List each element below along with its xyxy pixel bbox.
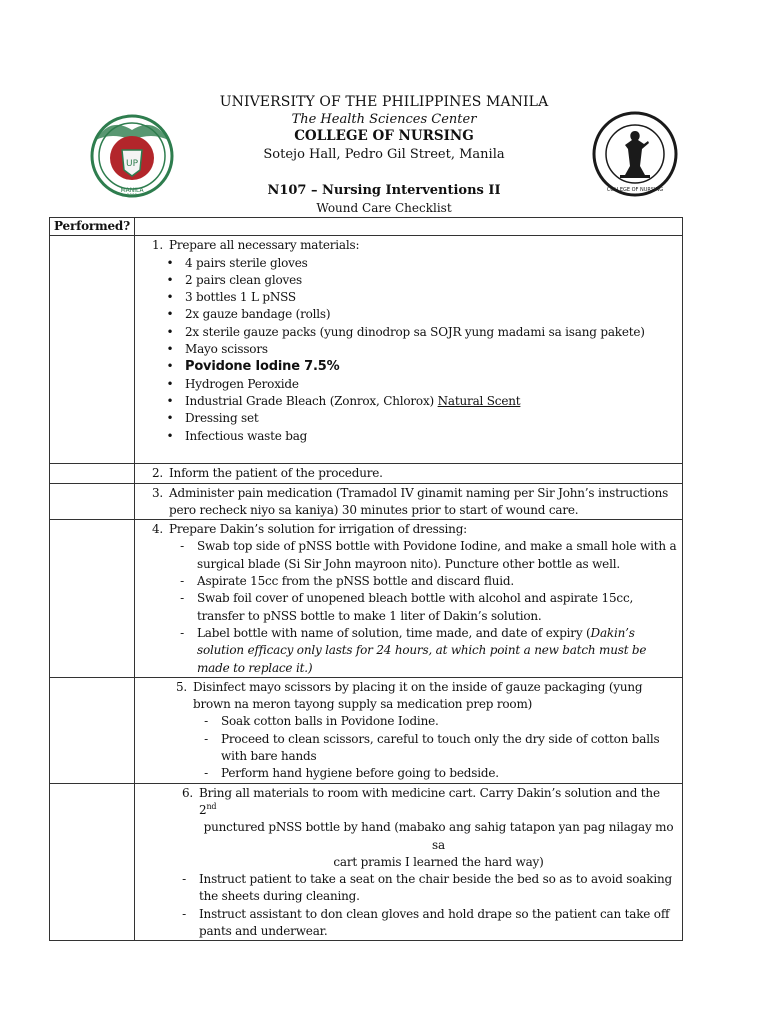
university-name: UNIVERSITY OF THE PHILIPPINES MANILA — [219, 94, 549, 110]
step-5-row: 5. Disinfect mayo scissors by placing it on the inside of gauze packaging (yung brown na meron tayong supply sa medication prep room) - Soak cotton balls in Povidone Iodine. - Proceed to clean scissors, careful to touch only the dry side of cotton balls with bare hands - Perform hand hygiene before going to bedside. — [50, 677, 683, 783]
dash-marker: - — [182, 906, 186, 921]
step-1-item: • Mayo scissors — [139, 341, 678, 358]
bullet-icon: • — [166, 290, 174, 305]
dakins-efficacy-note: Dakin’s solution efficacy only lasts for 24 hours, at which point a new batch must be made to replace it.) — [197, 625, 647, 675]
step-2-text: Inform the patient of the procedure. — [169, 466, 383, 481]
step-5-title: Disinfect mayo scissors by placing it on the inside of gauze packaging (yung brown na meron tayong supply sa medication prep room) — [193, 679, 643, 712]
college-name: COLLEGE OF NURSING — [294, 128, 474, 144]
step-2-row: 2. Inform the patient of the procedure. — [50, 464, 683, 483]
svg-text:MANILA: MANILA — [120, 187, 144, 194]
natural-scent-note: Natural Scent — [437, 393, 521, 408]
bullet-icon: • — [166, 359, 174, 374]
dash-marker: - — [204, 714, 208, 729]
step-1-item: • 3 bottles 1 L pNSS — [139, 289, 678, 306]
performed-column-header: Performed? — [50, 218, 135, 236]
dash-marker: - — [180, 539, 184, 554]
performed-cell-6[interactable] — [50, 783, 135, 941]
step-3-row: 3. Administer pain medication (Tramadol IV ginamit naming per Sir John’s instructions pero recheck niyo sa kaniya) 30 minutes prior to start of wound care. — [50, 483, 683, 520]
dash-marker: - — [204, 731, 208, 746]
bullet-icon: • — [166, 393, 174, 408]
bullet-icon: • — [166, 411, 174, 426]
health-sciences-center: The Health Sciences Center — [291, 112, 477, 127]
step-1-title: Prepare all necessary materials: — [169, 238, 360, 253]
step-6-item: - Instruct patient to take a seat on the chair beside the bed so as to avoid soaking the sheets during cleaning. — [169, 871, 678, 906]
course-title: N107 – Nursing Interventions II — [267, 183, 501, 198]
step-4-item: - Swab top side of pNSS bottle with Povidone Iodine, and make a small hole with a surgical blade (Si Sir John mayroon nito). Puncture other bottle as well. — [139, 538, 678, 573]
step-6-line-3: cart pramis I learned the hard way) — [333, 854, 544, 869]
step-1-item: • 2 pairs clean gloves — [139, 272, 678, 289]
svg-text:COLLEGE OF NURSING: COLLEGE OF NURSING — [606, 187, 664, 193]
dash-marker: - — [180, 625, 184, 640]
bullet-icon: • — [166, 307, 174, 322]
step-5-item: - Soak cotton balls in Povidone Iodine. — [163, 713, 678, 730]
step-4-title: Prepare Dakin’s solution for irrigation of dressing: — [169, 522, 468, 537]
performed-cell-2[interactable] — [50, 464, 135, 483]
step-1-row: 1. Prepare all necessary materials: • 4 pairs sterile gloves • 2 pairs clean gloves • 3 bottles 1 L pNSS • 2x gauze bandage (rolls) • 2x sterile gauze packs (yung dinodrop sa SOJR yung madami sa isang pakete) • Mayo scissors • Povidone Iodine 7.5% • Hydrogen Peroxide • Industrial Grade Bleach (Zonrox, Chlorox) Natural Scent • Dressing set • Infectious waste bag — [50, 236, 683, 464]
checklist-title: Wound Care Checklist — [316, 201, 452, 215]
step-1-item: • Dressing set — [139, 410, 678, 427]
step-1-item: • 4 pairs sterile gloves — [139, 255, 678, 272]
bullet-icon: • — [166, 342, 174, 357]
performed-cell-3[interactable] — [50, 483, 135, 520]
dash-marker: - — [204, 766, 208, 781]
step-3-line-1: Administer pain medication (Tramadol IV ginamit naming per Sir John’s instructions — [169, 485, 669, 500]
step-1-item: • 2x sterile gauze packs (yung dinodrop sa SOJR yung madami sa isang pakete) — [139, 324, 678, 341]
step-1-item: • Industrial Grade Bleach (Zonrox, Chlorox) Natural Scent — [139, 393, 678, 410]
bullet-icon: • — [166, 376, 174, 391]
step-6-item: - Instruct assistant to don clean gloves and hold drape so the patient can take off pants and underwear. — [169, 906, 678, 941]
performed-cell-1[interactable] — [50, 236, 135, 464]
step-4-item: - Label bottle with name of solution, time made, and date of expiry (Dakin’s solution efficacy only lasts for 24 hours, at which point a new batch must be made to replace it.) — [139, 625, 678, 677]
performed-cell-5[interactable] — [50, 677, 135, 783]
step-4-item: - Swab foil cover of unopened bleach bottle with alcohol and aspirate 15cc, transfer to pNSS bottle to make 1 liter of Dakin’s solution. — [139, 590, 678, 625]
step-column-header — [135, 218, 683, 236]
step-4-row: 4. Prepare Dakin’s solution for irrigation of dressing: - Swab top side of pNSS bottle with Povidone Iodine, and make a small hole with a surgical blade (Si Sir John mayroon nito). Puncture other bottle as well. - Aspirate 15cc from the pNSS bottle and discard fluid. - Swab foil cover of unopened bleach bottle with alcohol and aspirate 15cc, transfer to pNSS bottle to make 1 liter of Dakin’s solution. - Label bottle with name of solution, time made, and date of expiry (Dakin’s solution efficacy only lasts for 24 hours, at which point a new batch must be made to replace it.) — [50, 520, 683, 678]
performed-cell-4[interactable] — [50, 520, 135, 678]
step-1-item: • Povidone Iodine 7.5% — [139, 358, 678, 375]
step-1-item: • Infectious waste bag — [139, 428, 678, 445]
dash-marker: - — [182, 872, 186, 887]
wound-care-checklist-table — [49, 217, 683, 941]
step-3-line-2: pero recheck niyo sa kaniya) 30 minutes prior to start of wound care. — [169, 502, 579, 517]
step-4-item: - Aspirate 15cc from the pNSS bottle and discard fluid. — [139, 573, 678, 590]
address: Sotejo Hall, Pedro Gil Street, Manila — [263, 147, 505, 162]
bullet-icon: • — [166, 255, 174, 270]
bullet-icon: • — [166, 324, 174, 339]
step-1-item: • Hydrogen Peroxide — [139, 376, 678, 393]
bullet-icon: • — [166, 272, 174, 287]
svg-text:UP: UP — [125, 159, 139, 169]
step-5-item: - Proceed to clean scissors, careful to touch only the dry side of cotton balls with bare hands — [163, 731, 678, 766]
step-5-item: - Perform hand hygiene before going to bedside. — [163, 765, 678, 782]
bullet-icon: • — [166, 428, 174, 443]
step-6-line-1: Bring all materials to room with medicine cart. Carry Dakin’s solution and the 2nd — [199, 785, 660, 817]
dash-marker: - — [180, 591, 184, 606]
step-6-line-2: punctured pNSS bottle by hand (mabako ang sahig tatapon yan pag nilagay mo sa — [203, 820, 674, 852]
step-6-row: 6. Bring all materials to room with medicine cart. Carry Dakin’s solution and the 2nd punctured pNSS bottle by hand (mabako ang sahig tatapon yan pag nilagay mo sa cart pramis I learned the hard way) - Instruct patient to take a seat on the chair beside the bed so as to avoid soaking the sheets during cleaning. - Instruct assistant to don clean gloves and hold drape so the patient can take off pants and underwear. — [50, 783, 683, 941]
dash-marker: - — [180, 574, 184, 589]
svg-text:1908: 1908 — [126, 193, 138, 198]
step-1-item: • 2x gauze bandage (rolls) — [139, 306, 678, 323]
